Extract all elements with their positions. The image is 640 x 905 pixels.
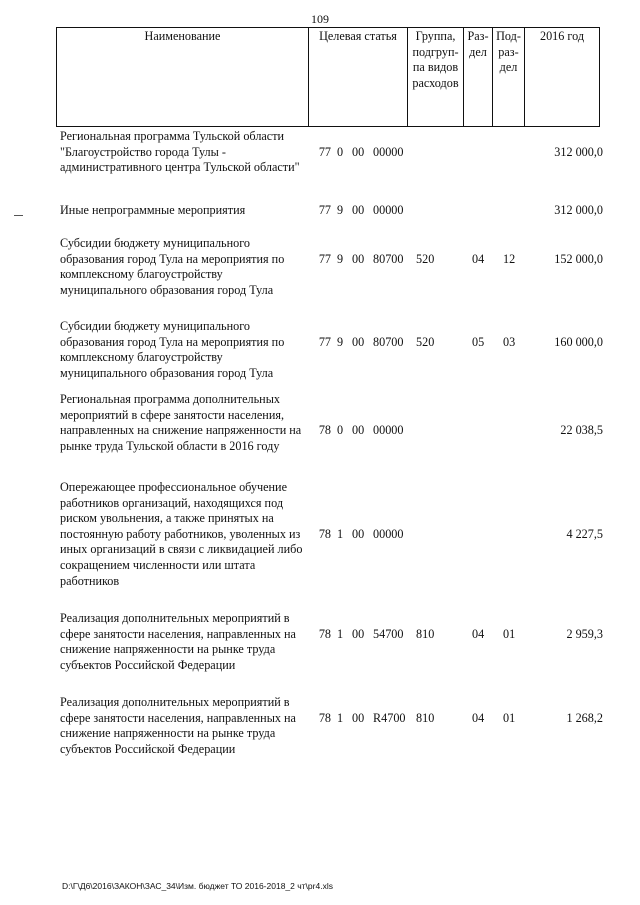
- row-subsection: 12: [503, 251, 516, 266]
- row-t4: 80700: [373, 334, 404, 349]
- margin-mark: [14, 215, 23, 216]
- row-t4: 00000: [373, 423, 404, 438]
- row-t3: 00: [352, 251, 365, 266]
- row-t1: 77: [318, 334, 331, 349]
- row-section: 04: [472, 710, 485, 725]
- row-t3: 00: [352, 203, 365, 217]
- row-t1: 78: [318, 710, 331, 725]
- row-section: 05: [472, 334, 485, 349]
- row-t2: 0: [337, 144, 344, 159]
- row-group: 520: [416, 251, 435, 266]
- header-year: 2016 год: [525, 28, 600, 127]
- row-t2: 9: [337, 251, 344, 266]
- row-t2: 1: [337, 626, 344, 641]
- row-t4: 54700: [373, 626, 404, 641]
- row-t2: 0: [337, 423, 344, 438]
- row-name: Субсидии бюджету муниципального образования город Тула на мероприятия по комплексному благоустройству муниципального образования город Тула: [60, 236, 285, 297]
- row-amount: 2 959,3: [566, 626, 603, 641]
- row-t3: 00: [352, 423, 365, 438]
- row-t4: 00000: [373, 526, 404, 541]
- row-t2: 1: [337, 526, 344, 541]
- row-name: Иные непрограммные мероприятия: [60, 203, 246, 217]
- row-subsection: 03: [503, 334, 516, 349]
- header-group: Группа, подгруп-па видов расходов: [408, 28, 464, 127]
- header-name: Наименование: [57, 28, 309, 127]
- row-group: 810: [416, 710, 435, 725]
- row-t4: 00000: [373, 144, 404, 159]
- row-t2: 9: [337, 203, 344, 217]
- row-group: 810: [416, 626, 435, 641]
- row-name: Субсидии бюджету муниципального образования город Тула на мероприятия по комплексному благоустройству муниципального образования город Тула: [60, 319, 285, 380]
- row-t3: 00: [352, 144, 365, 159]
- row-t4: 80700: [373, 251, 404, 266]
- row-t2: 1: [337, 710, 344, 725]
- row-amount: 4 227,5: [566, 526, 603, 541]
- header-subsection: Под-раз-дел: [493, 28, 525, 127]
- row-subsection: 01: [503, 626, 516, 641]
- file-path-footer: D:\Г\Д6\2016\ЗАКОН\ЗАС_34\Изм. бюджет ТО 2016-2018_2 чт\pr4.xls: [62, 881, 333, 891]
- row-t1: 78: [318, 526, 331, 541]
- row-t1: 78: [318, 423, 331, 438]
- row-subsection: 01: [503, 710, 516, 725]
- row-amount: 1 268,2: [566, 710, 603, 725]
- row-t2: 9: [337, 334, 344, 349]
- row-amount: 312 000,0: [554, 203, 603, 217]
- row-amount: 160 000,0: [554, 334, 603, 349]
- row-amount: 312 000,0: [554, 144, 603, 159]
- table-header: [56, 27, 600, 127]
- row-t3: 00: [352, 334, 365, 349]
- row-name: Реализация дополнительных мероприятий в сфере занятости населения, направленных на снижение напряженности на рынке труда субъектов Российской Федерации: [60, 695, 296, 756]
- row-t1: 77: [318, 251, 331, 266]
- row-amount: 152 000,0: [554, 251, 603, 266]
- row-t1: 77: [318, 203, 331, 217]
- row-name: Опережающее профессиональное обучение работников организаций, находящихся под риском увольнения, а также принятых на постоянную работу работников, уволенных из иных организаций в связи с ликвидацией либо сокращением численности или штата работников: [60, 480, 303, 588]
- header-target: Целевая статья: [309, 28, 408, 127]
- row-section: 04: [472, 251, 485, 266]
- row-name: Региональная программа дополнительных мероприятий в сфере занятости населения, направленных на снижение напряженности на рынке труда Тульской области в 2016 году: [60, 392, 302, 453]
- row-t3: 00: [352, 710, 365, 725]
- row-t3: 00: [352, 526, 365, 541]
- row-section: 04: [472, 626, 485, 641]
- row-t4: R4700: [373, 710, 406, 725]
- row-group: 520: [416, 334, 435, 349]
- row-name: Реализация дополнительных мероприятий в сфере занятости населения, направленных на снижение напряженности на рынке труда субъектов Российской Федерации: [60, 611, 296, 672]
- row-t4: 00000: [373, 203, 404, 217]
- header-section: Раз-дел: [464, 28, 493, 127]
- row-t1: 77: [318, 144, 331, 159]
- row-amount: 22 038,5: [560, 423, 603, 438]
- page-number: 109: [311, 12, 329, 26]
- row-t3: 00: [352, 626, 365, 641]
- row-t1: 78: [318, 626, 331, 641]
- row-name: Региональная программа Тульской области "Благоустройство города Тулы - административного центра Тульской области": [60, 129, 300, 175]
